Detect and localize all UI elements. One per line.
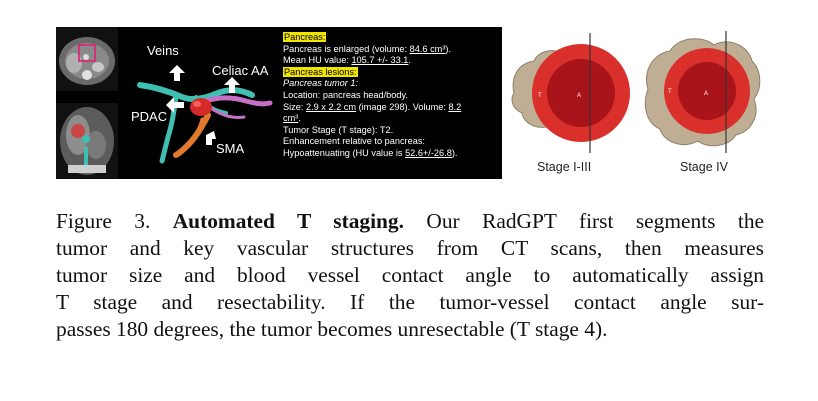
inner-letter-left: A: [577, 93, 582, 99]
outer-letter-right: T: [668, 89, 672, 95]
celiac-aa-label: Celiac AA: [212, 63, 269, 78]
caption-line-4: T stage and resectability. If the tumor-vessel contact angle sur-: [56, 290, 764, 314]
stage-i-iii-label: Stage I-III: [537, 160, 592, 174]
staging-diagrams: [508, 27, 762, 155]
veins-label: Veins: [147, 43, 179, 58]
inner-letter-right: A: [704, 91, 709, 97]
caption-title: Automated T staging.: [172, 209, 404, 233]
ct-axial-slice-image: [56, 27, 118, 91]
staging-panel: [508, 27, 762, 182]
sma-label: SMA: [216, 141, 245, 156]
figure: [56, 27, 762, 182]
location-line: Location: pancreas head/body.: [283, 89, 408, 100]
lesions-header: Pancreas lesions:: [284, 66, 357, 77]
caption-line-5: passes 180 degrees, the tumor becomes unresectable (T stage 4).: [56, 317, 608, 341]
stage-iv-label: Stage IV: [680, 160, 728, 174]
hypoattenuating-line: Hypoattenuating (HU value is 52.6+/-26.8).: [283, 147, 458, 158]
tumor-3d: [190, 98, 212, 116]
stage-iv-diagram: [645, 31, 759, 153]
arrow-up-icon: [169, 65, 185, 81]
tumor-title: Pancreas tumor 1:: [283, 78, 359, 89]
volume-unit-line: cm³.: [283, 113, 301, 124]
enhancement-line: Enhancement relative to pancreas:: [283, 136, 425, 147]
pancreas-header: Pancreas:: [284, 32, 326, 42]
size-line: Size: 2.9 x 2.2 cm (image 298). Volume: 8.2: [283, 101, 462, 112]
caption-line-1: Figure 3. Automated T staging. Our RadGPT first segments the: [56, 209, 765, 233]
mean-hu-line: Mean HU value: 105.7 +/- 33.1.: [283, 55, 411, 66]
radiology-report: [283, 32, 501, 160]
ct-panel: [56, 27, 502, 179]
caption-line-2: tumor and key vascular structures from CT scans, then measures: [56, 236, 764, 260]
caption-line-3: tumor size and blood vessel contact angle to automatically assign: [56, 263, 764, 287]
arrow-down-right-icon: [206, 131, 216, 145]
ct-coronal-slice-image: [56, 103, 118, 179]
outer-letter-left: T: [538, 93, 542, 99]
figure-caption: [56, 208, 764, 343]
pdac-label: PDAC: [131, 109, 168, 124]
figure-number: Figure 3.: [56, 209, 173, 233]
stage-i-iii-diagram: [512, 33, 630, 153]
pancreas-enlarged-line: Pancreas is enlarged (volume: 84.6 cm³).: [283, 43, 452, 54]
t-stage-line: Tumor Stage (T stage): T2.: [283, 124, 394, 135]
